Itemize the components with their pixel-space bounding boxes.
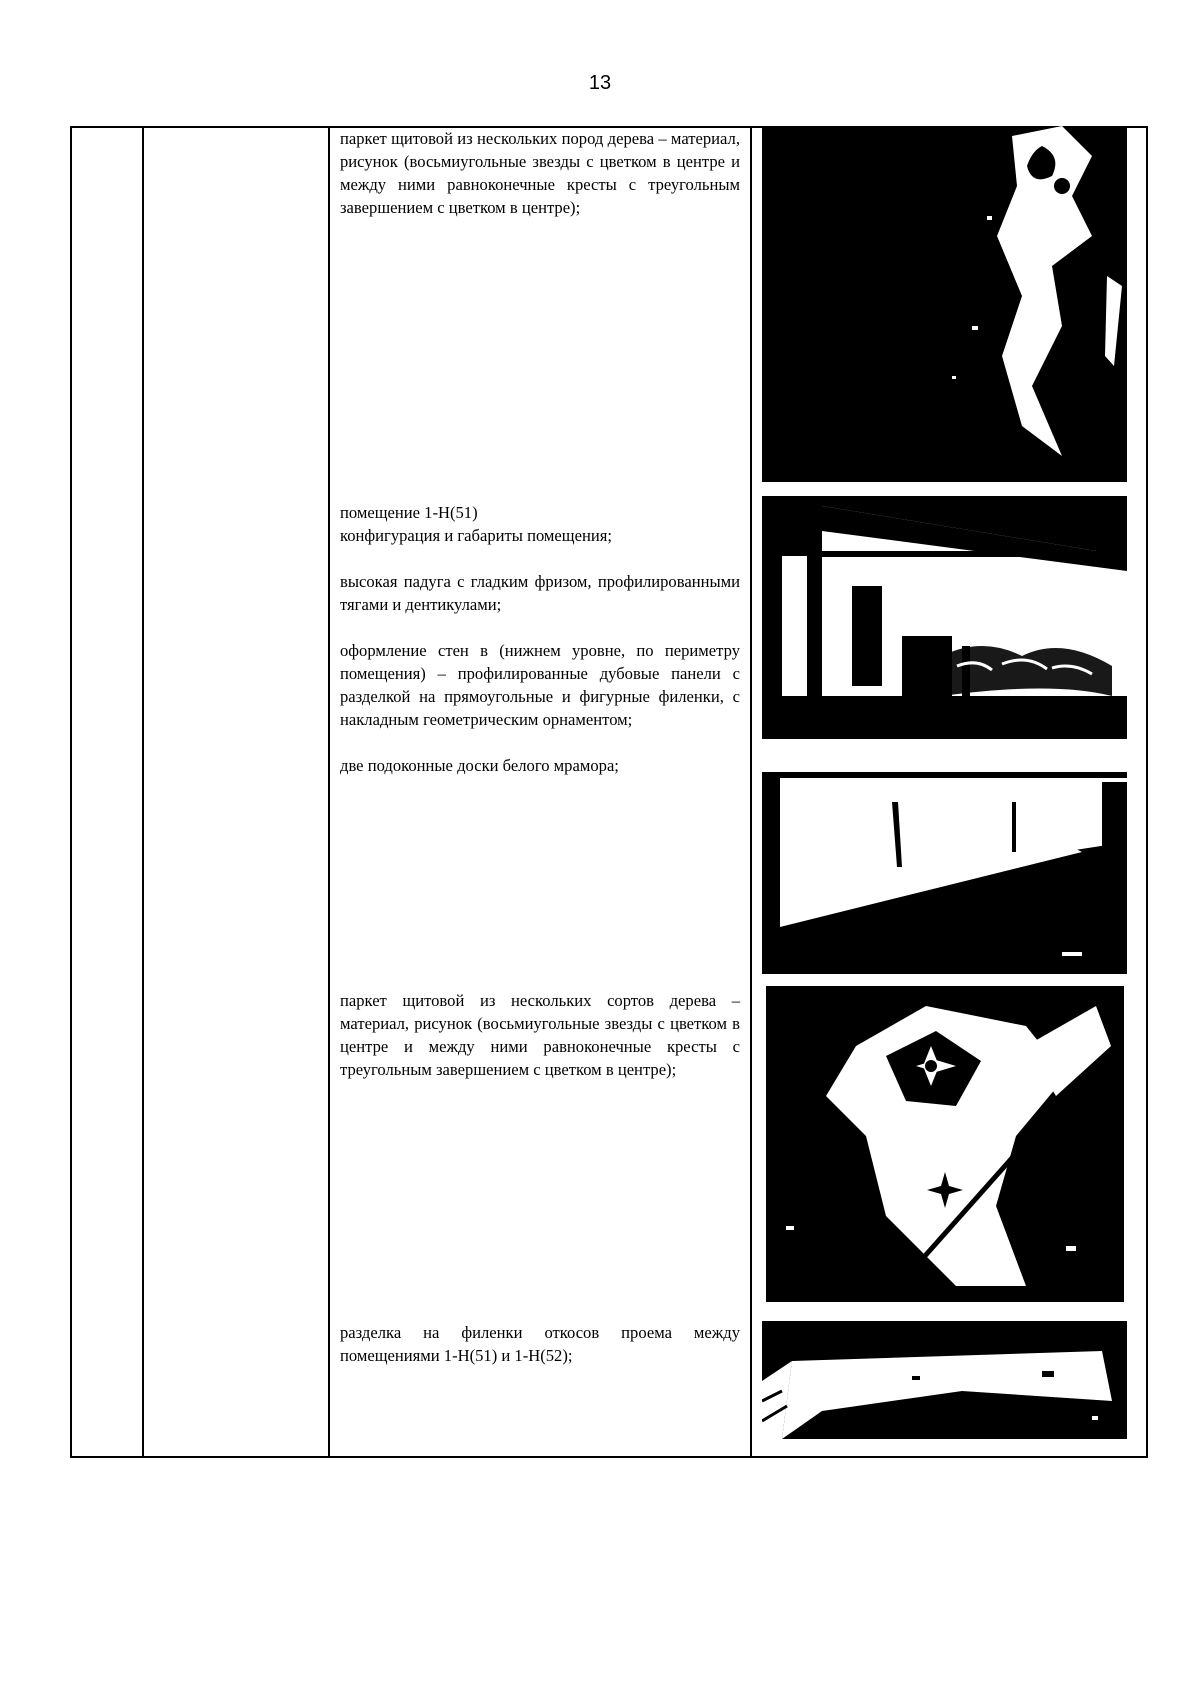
page-number: 13 <box>588 72 612 94</box>
room-interior-photo-icon <box>762 496 1127 739</box>
column-divider <box>750 128 752 1456</box>
column-divider <box>142 128 144 1456</box>
entry-text: паркет щитовой из нескольких пород дерева – материал, рисунок (восьмиугольные звезды с цветком в центре и между ними равноконечные кресты с треугольным завершением с цветком в центре); <box>340 129 740 217</box>
window-sill-photo-icon <box>762 772 1127 974</box>
entry-parquet-2 <box>340 989 740 1081</box>
entry-doorway <box>340 1321 740 1367</box>
entry-text: конфигурация и габариты помещения; <box>340 526 612 545</box>
column-divider <box>328 128 330 1456</box>
entry-text: две подоконные доски белого мрамора; <box>340 756 619 775</box>
entry-text: оформление стен в (нижнем уровне, по периметру помещения) – профилированные дубовые панели с разделкой на прямоугольные и фигурные филенки, с накладным геометрическим орнаментом; <box>340 641 740 729</box>
doorway-reveal-photo-icon <box>762 1321 1127 1439</box>
room-title: помещение 1-Н(51) <box>340 503 478 522</box>
parquet-corner-photo-icon <box>762 126 1127 482</box>
entry-text: высокая падуга с гладким фризом, профилированными тягами и дентикулами; <box>340 572 740 614</box>
entry-text: разделка на филенки откосов проема между помещениями 1-Н(51) и 1-Н(52); <box>340 1323 740 1365</box>
entry-text: паркет щитовой из нескольких сортов дерева – материал, рисунок (восьмиугольные звезды с цветком в центре и между ними равноконечные кресты с треугольным завершением с цветком в центре); <box>340 991 740 1079</box>
entry-room-51 <box>340 501 740 777</box>
parquet-star-pattern-photo-icon <box>766 986 1124 1302</box>
entry-parquet-1 <box>340 127 740 219</box>
